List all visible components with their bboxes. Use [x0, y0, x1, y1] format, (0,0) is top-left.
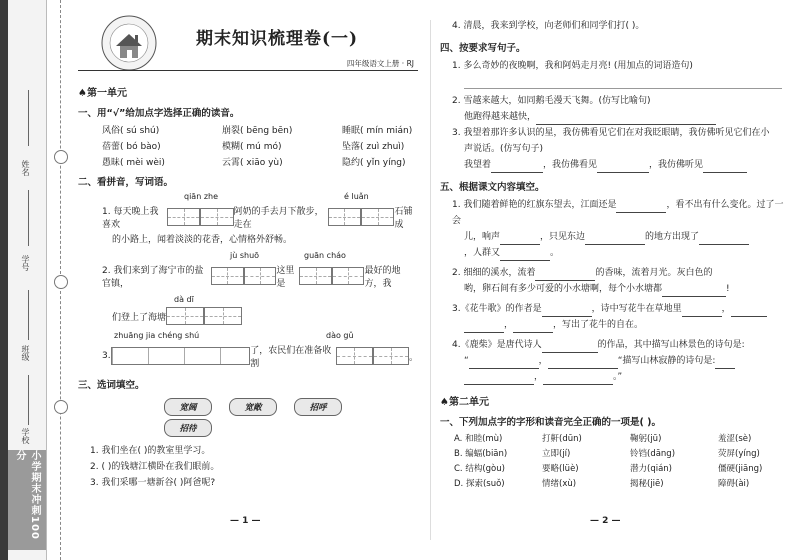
pinyin-text: guān cháo — [304, 251, 346, 260]
page-title: 期末知识梳理卷(一) — [196, 29, 359, 49]
fill-question: 4. 清晨，我来到学校，向老师们和同学们打( )。 — [452, 21, 645, 31]
class-label: 班级 — [21, 345, 30, 361]
blank-line[interactable] — [543, 373, 613, 385]
choice-grid — [454, 432, 790, 489]
sentence-text: ，只见东边 — [540, 232, 586, 242]
rewrite-question: 1. 多么奇妙的夜晚啊，我和阿妈走月亮! (用加点的词语造句) — [452, 61, 693, 71]
choice-option[interactable]: A. 和睦(mù) — [454, 434, 503, 444]
choice-word: 打鼾(dūn) — [542, 434, 582, 444]
choice-word: 羞涩(sè) — [718, 434, 752, 444]
pinyin-row — [78, 251, 418, 263]
house-logo-icon — [100, 14, 158, 72]
pinyin-text: qiān zhe — [184, 192, 219, 201]
char-box[interactable] — [336, 347, 372, 365]
choice-word: 揭秘(jiē) — [630, 479, 664, 489]
choice-word: 立即(jí) — [542, 449, 571, 459]
sentence-text: ，写出了花牛的自在。 — [553, 320, 644, 330]
word-chip[interactable]: 招待 — [164, 419, 212, 437]
left-column — [78, 14, 418, 491]
center-divider — [430, 20, 431, 540]
pinyin-text: zhuāng jia chéng shú — [114, 331, 200, 340]
school-label: 学校 — [21, 428, 30, 444]
sentence-text: 的地方出现了 — [645, 232, 700, 242]
choice-word: 要略(lüè) — [542, 464, 579, 474]
pinyin-row — [78, 295, 418, 307]
writing-row: 3. 了，农民们在准备收割 。 — [102, 343, 418, 369]
sentence-text: 儿，响声 — [464, 232, 501, 242]
char-box[interactable] — [211, 267, 244, 285]
sentence-text: 3.《花牛歌》的作者是 — [452, 304, 542, 314]
pronunciation-item[interactable]: 模糊( mú mó) — [222, 142, 282, 152]
sentence-text: 的香味，流着月光。灰白色的 — [595, 268, 713, 278]
sentence-text: 2. 细细的溪水，流着 — [452, 268, 536, 278]
pinyin-row — [78, 331, 418, 343]
pinyin-text: jù shuō — [230, 251, 260, 260]
pronunciation-item[interactable]: 隐约( yǐn yíng) — [342, 158, 406, 168]
brand-vertical-label: 小学期末冲刺100分 — [8, 450, 46, 550]
class-fill-line[interactable] — [28, 290, 29, 340]
fill-question — [452, 337, 790, 353]
writing-row — [102, 263, 418, 289]
fill-question: ， ，写出了花牛的自在。 — [464, 317, 790, 333]
sentence-text: 我望着 — [464, 160, 492, 170]
choice-option[interactable]: D. 探索(suǒ) — [454, 479, 505, 489]
choice-option[interactable]: B. 编蝠(biān) — [454, 449, 508, 459]
sentence-text: 的小路上，闻着淡淡的花香，心情格外舒畅。 — [112, 235, 293, 245]
char-box[interactable] — [373, 347, 409, 365]
choice-word: 潜力(qián) — [630, 464, 672, 474]
sentence-text: ，我仿佛听见 — [649, 160, 704, 170]
sentence-text: 了，农民们在准备收割 — [250, 346, 332, 369]
blank-line[interactable] — [500, 233, 540, 245]
pronunciation-item[interactable]: 愚昧( mèi wèi) — [102, 158, 165, 168]
char-box[interactable] — [244, 267, 277, 285]
choice-word: 铃铛(dāng) — [630, 449, 676, 459]
blank-line[interactable] — [699, 233, 749, 245]
blank-line[interactable] — [662, 285, 726, 297]
blank-line[interactable] — [585, 233, 645, 245]
section-heading: 一、下列加点字的字形和读音完全正确的一项是( )。 — [440, 417, 661, 428]
sentence-text: 3. — [102, 351, 111, 361]
char-box[interactable] — [299, 267, 332, 285]
blank-line[interactable] — [464, 321, 504, 333]
pronunciation-item[interactable]: 崩裂( bēng bēn) — [222, 126, 293, 136]
section-heading: 三、选词填空。 — [78, 380, 145, 391]
pronunciation-item[interactable]: 蓓蕾( bó bào) — [102, 142, 161, 152]
unit-heading: ♠第一单元 — [78, 88, 127, 99]
sentence-text: “描写山林寂静的诗句是: — [617, 356, 716, 366]
binding-hole — [54, 400, 68, 414]
word-chip[interactable]: 宽阔 — [164, 398, 212, 416]
name-fill-line[interactable] — [28, 90, 29, 146]
word-chip-row — [164, 395, 418, 437]
fill-question: 1. 我们坐在( )的教室里学习。 — [90, 446, 211, 456]
rewrite-question: 2. 雪越来越大，如同鹅毛漫天飞舞。(仿写比喻句) — [452, 96, 651, 106]
sentence-text: 这里是 — [276, 266, 295, 289]
fill-question — [452, 265, 790, 281]
section-heading: 二、看拼音，写词语。 — [78, 177, 174, 188]
name-label: 姓名 — [21, 160, 30, 176]
rewrite-line — [464, 157, 790, 173]
fill-question: ，人群又 。 — [464, 245, 790, 261]
blank-line[interactable] — [616, 201, 666, 213]
sentence-text: ，诗中写花牛在草地里 — [591, 304, 682, 314]
blank-line[interactable] — [715, 357, 735, 369]
fill-question: 2. ( )的钱塘江横卧在我们眼前。 — [90, 462, 220, 472]
blank-line[interactable] — [491, 161, 543, 173]
fill-question: 3.《花牛歌》的作者是 ，诗中写花牛在草地里 ， — [452, 301, 790, 317]
page-number: — 1 — — [230, 516, 261, 526]
rewrite-line — [464, 109, 790, 125]
grade-label: 四年级语文上册 · RJ — [346, 59, 414, 68]
rewrite-question: 声说话。(仿写句子) — [464, 144, 544, 154]
char-box[interactable] — [204, 307, 242, 325]
binding-hole — [54, 275, 68, 289]
student-id-label: 学号 — [21, 255, 30, 271]
fill-question — [464, 229, 790, 245]
blank-line[interactable] — [536, 113, 716, 125]
pronunciation-item[interactable]: 风俗( sú shú) — [102, 126, 160, 136]
blank-line[interactable] — [500, 249, 550, 261]
pronunciation-item[interactable]: 坠落( zuì zhuì) — [342, 142, 405, 152]
char-box[interactable] — [332, 267, 365, 285]
blank-line[interactable] — [703, 161, 747, 173]
sentence-text: ，人群又 — [464, 248, 501, 258]
school-fill-line[interactable] — [28, 375, 29, 425]
char-box[interactable] — [167, 208, 200, 226]
fill-question: “ ， “描写山林寂静的诗句是: — [464, 353, 790, 369]
sentence-text: 们登上了海塘 — [112, 312, 167, 323]
pinyin-text: é luǎn — [344, 192, 369, 201]
writing-row — [112, 307, 418, 325]
title-rule — [78, 70, 418, 71]
choice-word: 障碍(ài) — [718, 479, 750, 489]
pronunciation-item[interactable]: 云霄( xiāo yù) — [222, 158, 283, 168]
page-number: — 2 — — [590, 516, 621, 526]
pronunciation-item[interactable]: 睡眠( mín mián) — [342, 126, 413, 136]
section-heading: 一、用“√”给加点字选择正确的读音。 — [78, 108, 240, 119]
choice-word: 鞠躬(jū) — [630, 434, 662, 444]
sentence-text: 的作品，其中描写山林景色的诗句是: — [597, 340, 745, 350]
char-box[interactable] — [200, 208, 233, 226]
sentence-text: 1. 每天晚上我喜欢 — [102, 207, 159, 230]
sentence-text: 4.《鹿柴》是唐代诗人 — [452, 340, 542, 350]
title-row — [78, 14, 418, 74]
pronunciation-grid — [102, 123, 418, 168]
pinyin-text: dào gǔ — [326, 331, 354, 340]
binding-strip — [0, 0, 62, 560]
sentence-text: 1. 我们随着鲜艳的红旗东望去，江面还是 — [452, 200, 617, 210]
blank-line[interactable] — [464, 373, 534, 385]
right-column — [440, 14, 790, 489]
blank-line[interactable] — [535, 269, 595, 281]
sentence-text: ，看不出有什么变化。过了一会 — [452, 200, 784, 226]
blank-line[interactable] — [597, 161, 649, 173]
char-box-group[interactable] — [111, 347, 251, 365]
choice-word: 情绪(xù) — [542, 479, 577, 489]
sentence-text: 最好的地方，我 — [364, 266, 401, 289]
sentence-text: ，我仿佛看见 — [543, 160, 598, 170]
pinyin-row — [78, 192, 418, 204]
sentence-text: 石铺成 — [394, 207, 413, 230]
blank-line[interactable] — [682, 305, 722, 317]
char-box[interactable] — [328, 208, 361, 226]
choice-word: 荧屏(yíng) — [718, 449, 760, 459]
rewrite-question: 3. 我望着那许多认识的星，我仿佛看见它们在对我眨眼睛，我仿佛听见它们在小 — [452, 128, 770, 138]
fill-question — [452, 197, 790, 229]
sentence-text: 2. 我们来到了海宁市的盐官镇， — [102, 266, 204, 289]
blank-line[interactable] — [548, 357, 618, 369]
unit-heading: ♠第二单元 — [440, 397, 489, 408]
blank-line[interactable] — [542, 305, 592, 317]
pinyin-text: dà dī — [174, 295, 194, 304]
word-chip[interactable]: 宽敞 — [229, 398, 277, 416]
sentence-text: 哟，卵石间有多少可爱的小水塘啊，每个小水塘都 — [464, 284, 663, 294]
sentence-text: 阿奶的手去月下散步，走在 — [233, 207, 324, 230]
choice-word: 僵硬(jiāng) — [718, 464, 763, 474]
writing-row — [102, 204, 418, 230]
section-heading: 四、按要求写句子。 — [440, 43, 526, 54]
binding-hole — [54, 150, 68, 164]
blank-line[interactable] — [542, 341, 598, 353]
answer-line[interactable] — [464, 74, 782, 89]
blank-line[interactable] — [731, 305, 767, 317]
sentence-text: 他跑得越来越快， — [464, 112, 537, 122]
fill-question: 哟，卵石间有多少可爱的小水塘啊，每个小水塘都 ! — [464, 281, 790, 297]
student-id-fill-line[interactable] — [28, 190, 29, 246]
choice-option[interactable]: C. 结构(gòu) — [454, 464, 505, 474]
char-box[interactable] — [166, 307, 204, 325]
fill-question: ， 。” — [464, 369, 790, 385]
blank-line[interactable] — [469, 357, 539, 369]
section-heading: 五、根据课文内容填空。 — [440, 182, 545, 193]
char-box[interactable] — [361, 208, 394, 226]
blank-line[interactable] — [513, 321, 553, 333]
word-chip[interactable]: 招呼 — [294, 398, 342, 416]
fill-question: 3. 我们采哪一塘新谷( )阿爸呢? — [90, 478, 216, 488]
